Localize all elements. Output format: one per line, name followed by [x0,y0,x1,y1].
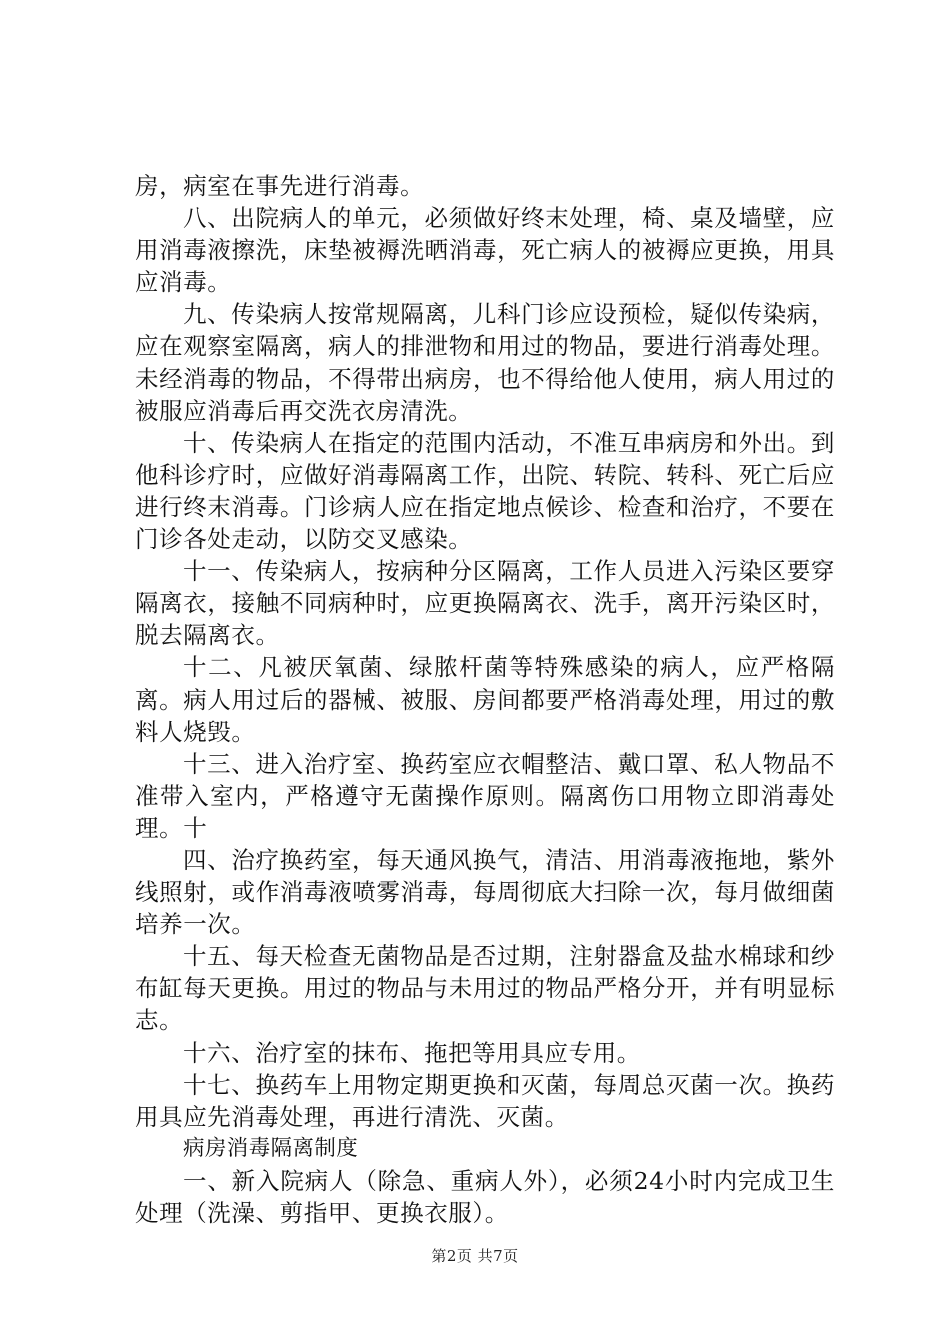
page-number: 第2页 共7页 [431,1247,519,1265]
paragraph-item-9: 九、传染病人按常规隔离，儿科门诊应设预检，疑似传染病，应在观察室隔离，病人的排泄物和用过的物品，要进行消毒处理。未经消毒的物品，不得带出病房，也不得给他人使用，病人用过的被服应消毒后再交洗衣房清洗。 [135,300,835,425]
paragraph-item-8: 八、出院病人的单元，必须做好终末处理，椅、桌及墙壁，应用消毒液擦洗，床垫被褥洗晒消毒，死亡病人的被褥应更换，用具应消毒。 [135,204,835,297]
section-heading: 病房消毒隔离制度 [183,1135,359,1161]
paragraph-item-12: 十二、凡被厌氧菌、绿脓杆菌等特殊感染的病人，应严格隔离。病人用过后的器械、被服、房间都要严格消毒处理，用过的敷料人烧毁。 [135,653,835,746]
paragraph-item-10: 十、传染病人在指定的范围内活动，不准互串病房和外出。到他科诊疗时，应做好消毒隔离工作，出院、转院、转科、死亡后应进行终末消毒。门诊病人应在指定地点候诊、检查和治疗，不要在门诊各处走动，以防交叉感染。 [135,428,835,554]
document-body [135,170,835,1229]
paragraph-continuation: 房，病室在事先进行消毒。 [135,172,425,200]
paragraph-item-16: 十六、治疗室的抹布、拖把等用具应专用。 [183,1038,641,1067]
paragraph-item-15: 十五、每天检查无菌物品是否过期，注射器盒及盐水棉球和纱布缸每天更换。用过的物品与未用过的物品严格分开，并有明显标志。 [135,942,835,1035]
paragraph-item-17: 十七、换药车上用物定期更换和灭菌，每周总灭菌一次。换药用具应先消毒处理，再进行清洗、灭菌。 [135,1070,835,1131]
paragraph-item-11: 十一、传染病人，按病种分区隔离，工作人员进入污染区要穿隔离衣，接触不同病种时，应更换隔离衣、洗手，离开污染区时，脱去隔离衣。 [135,557,835,650]
paragraph-item-14: 四、治疗换药室，每天通风换气，清洁、用消毒液拖地，紫外线照射，或作消毒液喷雾消毒，每周彻底大扫除一次，每月做细菌培养一次。 [135,845,835,939]
paragraph-section-item-1: 一、新入院病人（除急、重病人外），必须24小时内完成卫生处理（洗澡、剪指甲、更换衣服）。 [135,1166,835,1227]
paragraph-item-13: 十三、进入治疗室、换药室应衣帽整洁、戴口罩、私人物品不准带入室内，严格遵守无菌操作原则。隔离伤口用物立即消毒处理。十 [135,749,835,842]
